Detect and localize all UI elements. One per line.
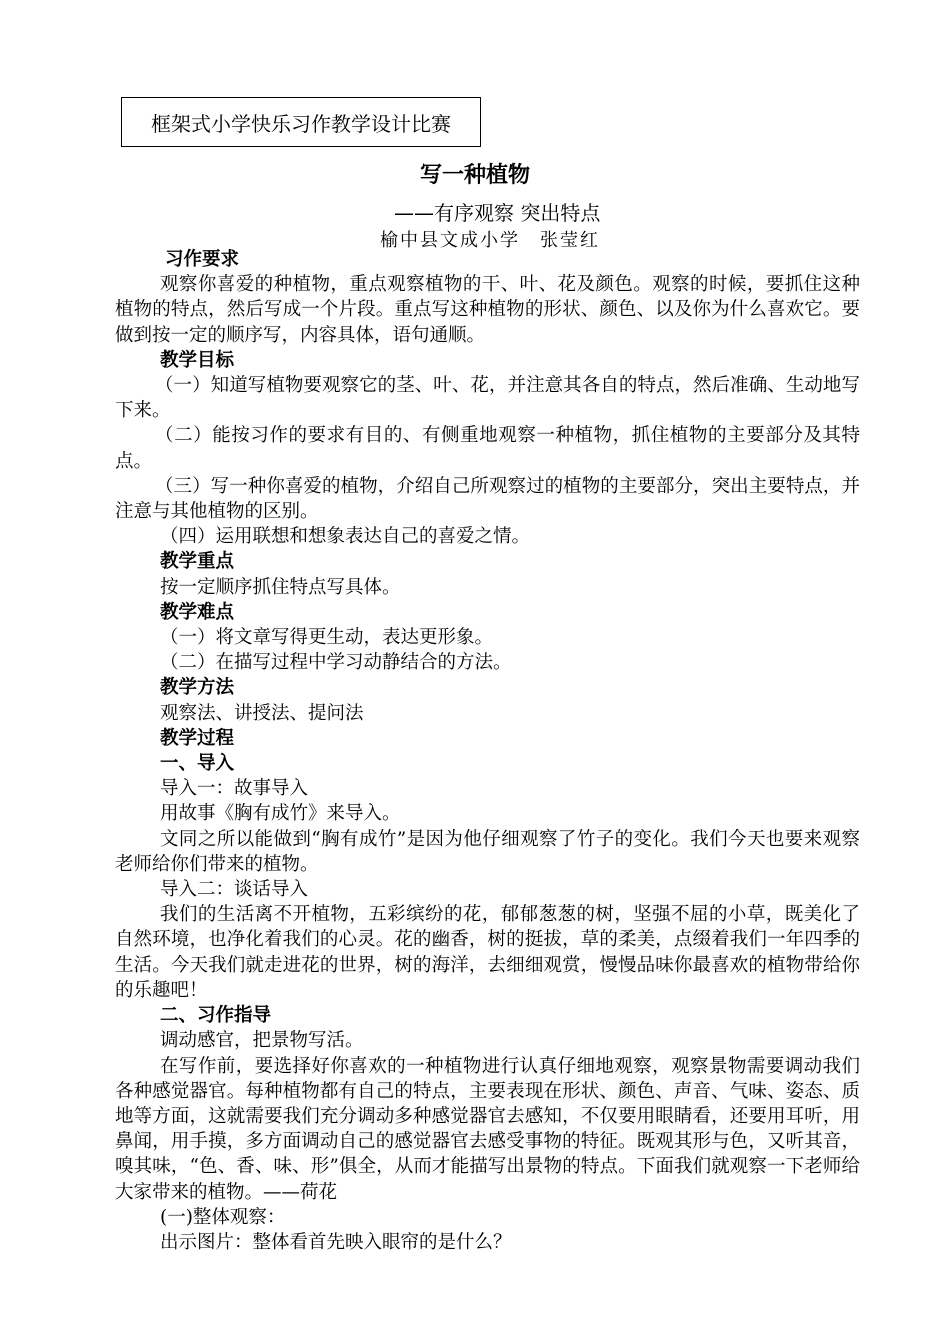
paragraph: 我们的生活离不开植物，五彩缤纷的花，郁郁葱葱的树，坚强不屈的小草，既美化了自然环境，也净化着我们的心灵。花的幽香，树的挺拔，草的柔美，点缀着我们一年四季的生活。今天我们就走进花的世界，树的海洋，去细细观赏，慢慢品味你最喜欢的植物带给你的乐趣吧！ [115, 904, 860, 1001]
section-heading: 教学重点 [160, 551, 235, 573]
paragraph: 在写作前，要选择好你喜欢的一种植物进行认真仔细地观察，观察景物需要调动我们各种感觉器官。每种植物都有自己的特点，主要表现在形状、颜色、声音、气味、姿态、质地等方面，这就需要我们充分调动多种感觉器官去感知，不仅要用眼睛看，还要用耳听，用鼻闻，用手摸，多方面调动自己的感觉器官去感受事物的特征。既观其形与色，又听其音，嗅其味，“色、香、味、形”俱全，从而才能描写出景物的特点。下面我们就观察一下老师给大家带来的植物。——荷花 [115, 1055, 860, 1203]
contest-title-box [121, 97, 481, 147]
paragraph: （三）写一种你喜爱的植物，介绍自己所观察过的植物的主要部分，突出主要特点，并注意与其他植物的区别。 [115, 475, 860, 523]
paragraph: 观察你喜爱的种植物，重点观察植物的干、叶、花及颜色。观察的时候，要抓住这种植物的特点，然后写成一个片段。重点写这种植物的形状、颜色、以及你为什么喜欢它。要做到按一定的顺序写，内容具体，语句通顺。 [115, 274, 860, 346]
section-heading: 教学过程 [160, 727, 235, 749]
subsection-heading: 二、习作指导 [160, 1005, 272, 1027]
section-heading: 习作要求 [165, 249, 240, 270]
paragraph: 文同之所以能做到“胸有成竹”是因为他仔细观察了竹子的变化。我们今天也要来观察老师给你们带来的植物。 [115, 828, 860, 875]
paragraph: 导入一：故事导入 [160, 778, 309, 800]
paragraph: 观察法、讲授法、提问法 [160, 702, 364, 724]
paragraph: 出示图片：整体看首先映入眼帘的是什么？ [160, 1231, 512, 1253]
document-subtitle: ——有序观察 突出特点 [394, 201, 601, 225]
paragraph: （二）能按习作的要求有目的、有侧重地观察一种植物，抓住植物的主要部分及其特点。 [115, 425, 860, 472]
section-heading: 教学方法 [160, 677, 235, 699]
document-body [115, 247, 860, 1255]
author-line: 榆中县文成小学 张莹红 [380, 230, 600, 251]
contest-title: 框架式小学快乐习作教学设计比赛 [151, 111, 451, 136]
paragraph: （四）运用联想和想象表达自己的喜爱之情。 [160, 526, 531, 548]
subsection-heading: 一、导入 [160, 753, 235, 775]
paragraph: （一）将文章写得更生动，表达更形象。 [160, 627, 494, 649]
document-title: 写一种植物 [419, 163, 530, 188]
paragraph: 用故事《胸有成竹》来导入。 [160, 803, 401, 825]
paragraph: 导入二：谈话导入 [160, 879, 309, 901]
section-heading: 教学目标 [160, 349, 235, 371]
paragraph: (一)整体观察： [160, 1206, 286, 1228]
paragraph: 按一定顺序抓住特点写具体。 [160, 576, 401, 598]
paragraph: （一）知道写植物要观察它的茎、叶、花，并注意其各自的特点，然后准确、生动地写下来。 [115, 375, 860, 422]
section-heading: 教学难点 [160, 601, 235, 623]
paragraph: （二）在描写过程中学习动静结合的方法。 [160, 652, 512, 674]
paragraph: 调动感官，把景物写活。 [160, 1030, 364, 1052]
